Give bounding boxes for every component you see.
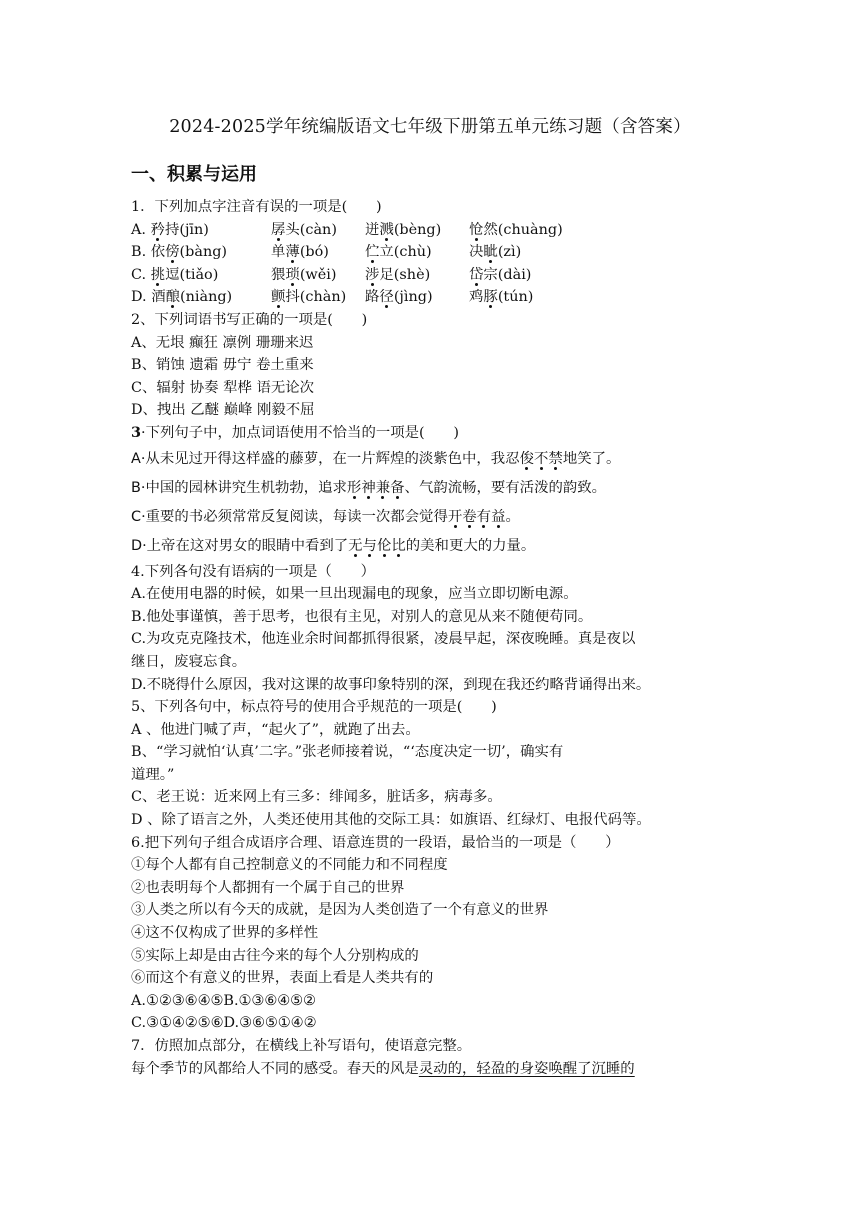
q1-word-pre: 猥	[271, 266, 286, 283]
q5-line: 道理。”	[131, 766, 175, 783]
dotted-char: 不	[534, 450, 549, 467]
q6-line: A.①②③⑥④⑤B.①③⑥④⑤②	[131, 992, 316, 1009]
dotted-char: 神	[361, 479, 376, 496]
dotted-char: 禁	[548, 450, 563, 467]
q5-line: D 、除了语言之外，人类还使用其他的交际工具：如旗语、红绿灯、电报代码等。	[131, 812, 651, 829]
dotted-char: 益	[491, 508, 506, 525]
q1-word-post: (bó)	[299, 244, 329, 261]
q1-option-row	[131, 219, 731, 242]
q7-stem: 7．仿照加点部分，在横线上补写语句，使语意完整。	[131, 1038, 472, 1054]
q1-word-post: 立(chù)	[379, 244, 432, 261]
q1-dotted-char: 溅	[379, 221, 394, 238]
q1-word-post: 抖(chàn)	[285, 289, 347, 306]
q3-option-pre: ·重要的书必须常常反复阅读，每读一次都会觉得	[141, 508, 448, 525]
q1-word-post: (niàng)	[180, 289, 233, 306]
q1-dotted-char: 豚	[483, 289, 498, 306]
q1-option-row	[131, 264, 731, 287]
q1-word-pre: 酒	[151, 289, 166, 306]
dotted-char: 俊	[519, 450, 534, 467]
q1-word-post: (wěi)	[299, 266, 337, 283]
q2-stem: 2、下列词语书写正确的一项是( )	[131, 311, 368, 328]
q1-option-row	[131, 286, 731, 309]
q1-dotted-char: 眦	[483, 244, 498, 261]
q1-options	[131, 219, 731, 309]
q1-option-item	[365, 286, 469, 309]
q1-option-item	[365, 241, 469, 264]
q1-dotted-char: 岱	[469, 266, 484, 283]
q1-dotted-char: 琐	[285, 266, 300, 283]
q1-word-pre: 路	[365, 289, 380, 306]
q6-line: ①每个人都有自己控制意义的不同能力和不同程度	[131, 857, 448, 874]
q3-option-pre: ·从未见过开得这样盛的藤萝，在一片辉煌的淡紫色中，我忍	[140, 450, 520, 467]
questions	[131, 196, 731, 1080]
q4-stem: 4.下列各句没有语病的一项是（ ）	[131, 563, 375, 580]
q1-option-label: D.	[131, 289, 147, 306]
q1-option-item	[131, 219, 271, 242]
dotted-char: 卷	[462, 508, 477, 525]
q3-option-post: 地笑了。	[562, 450, 621, 467]
q1-dotted-char: 颤	[271, 289, 286, 306]
q2-option-c: C、辐射 协奏 犁桦 语无论次	[131, 379, 315, 396]
q1-dotted-char: 怆	[469, 221, 484, 238]
q1-word-pre: 单	[271, 244, 286, 261]
q6-line: ②也表明每个人都拥有一个属于自己的世界	[131, 879, 405, 896]
q5-stem: 5、下列各句中，标点符号的使用合乎规范的一项是( )	[131, 699, 497, 716]
q3-dotted-phrase	[347, 480, 405, 496]
q1-option-item	[271, 286, 365, 309]
q1-dotted-char: 矜	[150, 221, 165, 238]
q1-option-item	[365, 264, 469, 287]
q3-dotted-phrase	[520, 451, 563, 467]
q7-text-underlined: 灵动的，轻盈的身姿唤醒了沉睡的	[418, 1060, 635, 1077]
q1-dotted-char: 酿	[165, 289, 180, 306]
q1-option-item	[131, 241, 271, 264]
q1-word-post: 头(càn)	[285, 221, 337, 238]
q5-line: A 、他进门喊了声，“起火了”，就跑了出去。	[131, 721, 420, 738]
q6-stem: 6.把下列句子组合成语序合理、语意连贯的一段语，最恰当的一项是（ ）	[131, 834, 620, 851]
q1-dotted-char: 薄	[285, 244, 300, 261]
q3-option	[131, 503, 731, 532]
dotted-char: 与	[362, 537, 377, 554]
q1-dotted-char: 孱	[271, 221, 286, 238]
dotted-char: 无	[348, 537, 363, 554]
q1-word-pre: 依	[150, 244, 166, 261]
q1-word-post: 宗(dài)	[483, 266, 532, 283]
q1-option-item	[469, 264, 579, 287]
q6-line: ⑥而这个有意义的世界，表面上看是人类共有的	[131, 970, 434, 987]
q3-stem	[131, 422, 731, 445]
dotted-char: 伦	[376, 537, 392, 554]
dotted-char: 形	[346, 479, 362, 496]
q1-word-post: 然(chuàng)	[483, 221, 563, 238]
dotted-char: 兼	[375, 479, 391, 496]
q1-option-row	[131, 241, 731, 264]
q3-stem-text: ·下列句子中，加点词语使用不恰当的一项是( )	[141, 424, 460, 441]
q1-word-post: (tún)	[497, 289, 534, 306]
q4-line: D.不晓得什么原因，我对这课的故事印象特别的深，到现在我还约略背诵得出来。	[131, 676, 651, 693]
q1-word-post: 足(shè)	[379, 266, 431, 283]
q1-option-item	[271, 241, 365, 264]
q1-word-post: (bèng)	[393, 221, 442, 238]
dotted-char: 备	[390, 479, 405, 496]
q1-option-label: A.	[131, 221, 146, 238]
q1-dotted-char: 径	[379, 289, 394, 306]
q1-option-label: B.	[131, 244, 147, 261]
q3-option-post: 的美和更大的力量。	[405, 537, 536, 554]
q7-text-pre: 每个季节的风都给人不同的感受。春天的风是	[131, 1060, 419, 1077]
q5-line: C、老王说：近来网上有三多：绯闻多，脏话多，病毒多。	[131, 789, 502, 806]
q1-dotted-char: 挑	[150, 266, 166, 283]
q1-option-item	[469, 219, 579, 242]
q3-option	[131, 445, 731, 474]
q1-word-post: 逗(tiǎo)	[165, 266, 219, 283]
q5-line: B、“学习就怕‘认真’二字。”张老师接着说，“‘态度决定一切’，确实有	[131, 744, 564, 761]
q1-word-pre: 鸡	[469, 289, 484, 306]
q1-dotted-char: 傍	[165, 244, 180, 261]
section-heading: 一、积累与运用	[131, 164, 257, 185]
q6-line: ④这不仅构成了世界的多样性	[131, 925, 319, 942]
q6-line: C.③①④②⑤⑥D.③⑥⑤①④②	[131, 1015, 317, 1032]
q1-word-pre: 决	[469, 244, 484, 261]
q4-line: A.在使用电器的时候，如果一旦出现漏电的现象，应当立即切断电源。	[131, 586, 578, 603]
dotted-char: 开	[447, 508, 463, 525]
q3-number: 3	[131, 423, 142, 441]
q3-option-pre: ·中国的园林讲究生机勃勃，追求	[140, 479, 347, 496]
q7-text	[131, 1058, 731, 1081]
q6-line: ⑤实际上却是由古往今来的每个人分别构成的	[131, 947, 419, 964]
q1-word-pre: 迸	[365, 221, 380, 238]
q3-option-pre: ·上帝在这对男女的眼睛中看到了	[142, 537, 349, 554]
q4-line: C.为攻克克隆技术，他连业余时间都抓得很紧，凌晨早起，深夜晚睡。真是夜以	[131, 631, 636, 648]
q1-dotted-char: 伫	[365, 244, 380, 261]
q1-stem: 1．下列加点字注音有误的一项是( )	[131, 199, 382, 215]
q3-option-post: 。	[505, 508, 520, 525]
q1-option-item	[469, 241, 579, 264]
q3-option-label: C	[131, 508, 142, 525]
q3-option-label: A	[131, 450, 141, 467]
document-title: 2024-2025学年统编版语文七年级下册第五单元练习题（含答案）	[169, 117, 691, 137]
q4-line: B.他处事谨慎，善于思考，也很有主见，对别人的意见从来不随便苟同。	[131, 608, 593, 625]
dotted-char: 比	[391, 537, 406, 554]
q3-dotted-phrase	[448, 509, 506, 525]
q2-option-d: D、拽出 乙醚 巅峰 刚毅不屈	[131, 402, 315, 419]
dotted-char: 有	[476, 508, 492, 525]
q1-option-item	[365, 219, 469, 242]
q3-option-label: D	[131, 537, 143, 554]
q1-word-post: 持(jīn)	[164, 221, 209, 238]
q1-option-item	[469, 286, 579, 309]
q3-option-post: 、气韵流畅，要有活泼的韵致。	[404, 479, 607, 496]
q1-option-item	[271, 264, 365, 287]
q4-line: 继日，废寝忘食。	[131, 653, 247, 670]
q1-option-item	[271, 219, 365, 242]
q6-line: ③人类之所以有今天的成就，是因为人类创造了一个有意义的世界	[131, 902, 549, 919]
q1-word-post: (zì)	[497, 244, 522, 261]
q3-option	[131, 474, 731, 503]
q1-option-label: C.	[131, 266, 147, 283]
q2-option-a: A、无垠 癫狂 凛例 珊珊来迟	[131, 334, 314, 351]
q1-option-item	[131, 286, 271, 309]
q1-option-item	[131, 264, 271, 287]
q3-dotted-phrase	[348, 538, 406, 554]
q1-dotted-char: 涉	[365, 266, 380, 283]
q3-option-label: B	[131, 479, 141, 496]
q3-option	[131, 532, 731, 561]
q2-option-b: B、销蚀 遗霜 毋宁 卷土重来	[131, 357, 314, 374]
q3-options	[131, 445, 731, 561]
q1-word-post: (bàng)	[179, 244, 228, 261]
q1-word-post: (jìng)	[393, 289, 433, 306]
